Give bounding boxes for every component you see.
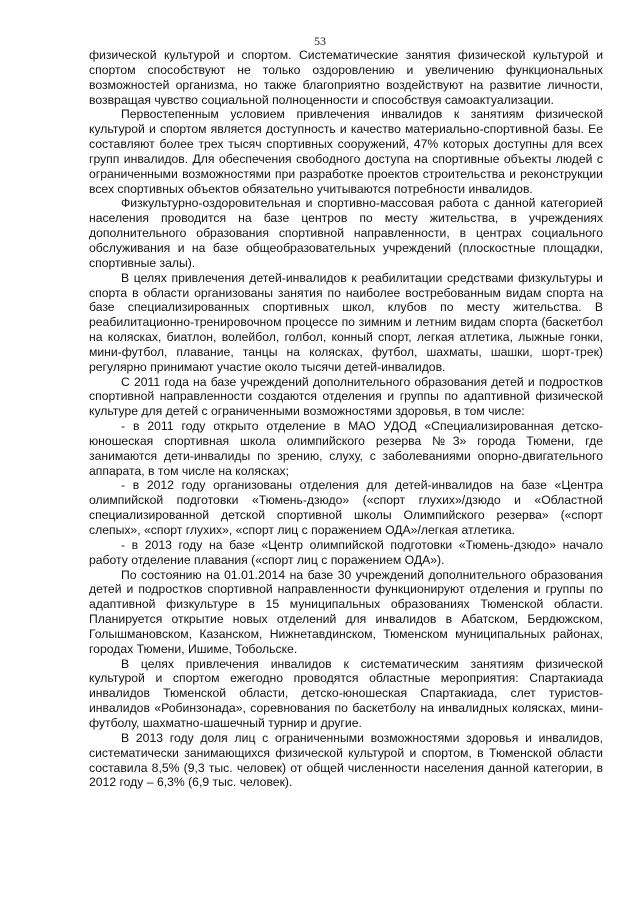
document-body	[89, 48, 603, 790]
list-item-2011: - в 2011 году открыто отделение в МАО УДОД «Специализированная детско-юношеская спортивная школа олимпийского резерва №3» города Тюмени, где занимаются дети-инвалиды по зрению, слуху, с заболеваниями опорно-двигательного аппарата, в том числе на колясках;	[89, 419, 603, 478]
page-number: 53	[314, 34, 326, 48]
paragraph-sports-facilities: Первостепенным условием привлечения инвалидов к занятиям физической культурой и спортом является доступность и качество материально-спортивной базы. Ее составляют более трех тысяч спортивных сооружений, 47% которых доступны для всех групп инвалидов. Для обеспечения свободного доступа на спортивные объекты людей с ограниченными возможностями при разработке проектов строительства и реконструкции всех спортивных объектов обязательно учитываются потребности инвалидов.	[89, 107, 603, 196]
paragraph-statistics: В 2013 году доля лиц с ограниченными возможностями здоровья и инвалидов, систематически занимающихся физической культурой и спортом, в Тюменской области составила 8,5% (9,3 тыс. человек) от общей численности населения данной категории, в 2012 году – 6,3% (6,9 тыс. человек).	[89, 730, 603, 790]
paragraph-departments-2011: С 2011 года на базе учреждений дополнительного образования детей и подростков спортивной направленности создаются отделения и группы по адаптивной физической культуре для детей с ограниченными возможностями здоровья, в том числе:	[89, 374, 603, 419]
list-item-2013: - в 2013 году на базе «Центр олимпийской подготовки «Тюмень-дзюдо» начало работу отделение плавания («спорт лиц с поражением ОДА»).	[89, 537, 603, 567]
paragraph-status-2014: По состоянию на 01.01.2014 на базе 30 учреждений дополнительного образования детей и подростков спортивной направленности функционируют отделения и группы по адаптивной физкультуре в 15 муниципальных образованиях Тюменской области. Планируется открытие новых отделений для инвалидов в Абатском, Бердюжском, Голышмановском, Казанском, Нижнетавдинском, Тюменском муниципальных районах, городах Тюмени, Ишиме, Тобольске.	[89, 567, 603, 656]
paragraph-regional-events: В целях привлечения инвалидов к систематическим занятиям физической культурой и спортом ежегодно проводятся областные мероприятия: Спартакиада инвалидов Тюменской области, детско-юношеская Спартакиада, слет туристов-инвалидов «Робинзонада», соревнования по баскетболу на инвалидных колясках, мини-футболу, шахматно-шашечный турнир и другие.	[89, 656, 603, 730]
paragraph-children-rehabilitation: В целях привлечения детей-инвалидов к реабилитации средствами физкультуры и спорта в области организованы занятия по наиболее востребованным видам спорта на базе специализированных спортивных школ, клубов по месту жительства. В реабилитационно-тренировочном процессе по зимним и летним видам спорта (баскетбол на колясках, биатлон, волейбол, голбол, конный спорт, легкая атлетика, лыжные гонки, мини-футбол, плавание, танцы на колясках, футбол, шахматы, шашки, шорт-трек) регулярно принимают участие около тысячи детей-инвалидов.	[89, 270, 603, 374]
paragraph-continuation: физической культурой и спортом. Систематические занятия физической культурой и спортом способствуют не только оздоровлению и увеличению функциональных возможностей организма, но также благоприятно воздействуют на развитие личности, возвращая чувство социальной полноценности и способствуя самоактуализации.	[89, 48, 603, 107]
paragraph-mass-sports-work: Физкультурно-оздоровительная и спортивно-массовая работа с данной категорией населения проводится на базе центров по месту жительства, в учреждениях дополнительного образования спортивной направленности, в центрах социального обслуживания и на базе общеобразовательных учреждений (плоскостные площадки, спортивные залы).	[89, 196, 603, 270]
list-item-2012: - в 2012 году организованы отделения для детей-инвалидов на базе «Центра олимпийской подготовки «Тюмень-дзюдо» («спорт глухих»/дзюдо и «Областной специализированной детской спортивной школы Олимпийского резерва» («спорт слепых», «спорт глухих», «спорт лиц с поражением ОДА»/легкая атлетика.	[89, 478, 603, 537]
